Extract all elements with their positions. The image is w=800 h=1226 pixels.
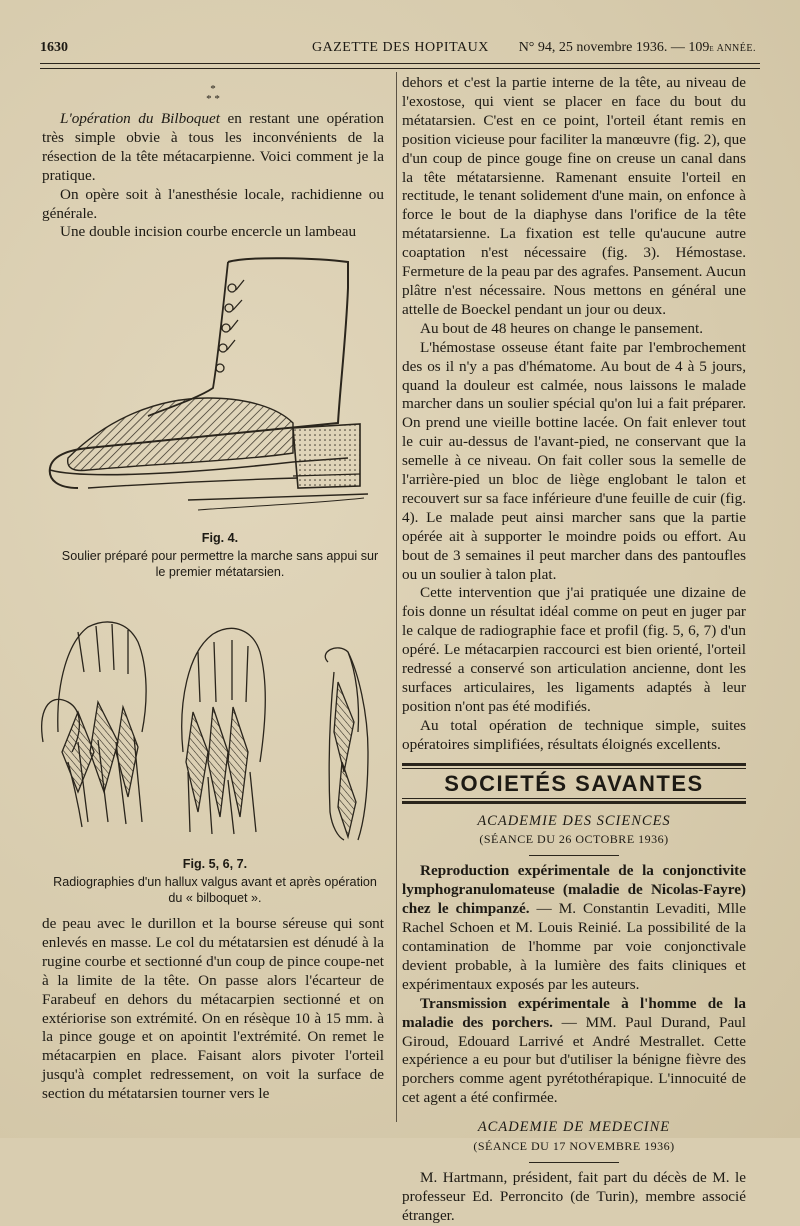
short-rule	[529, 1162, 619, 1163]
paragraph: L'hémostase osseuse étant faite par l'embrochement des os il n'y a pas d'hématome. Au bout de 4 à 5 jours, quand la douleur est calmée, nous laissons le malade marcher dans un soulier spécial qu'on lui a fait préparer. On prend une vieille bottine lacée. On fait enlever tout le cuir au-dessus de l'avant-pied, ne conservant que la semelle à ce niveau. On fait coller sous la semelle de l'arrière-pied un bloc de liège englobant le talon et recouvert sur sa face inférieure d'une feuille de cuir (fig. 4). Le malade peut ainsi marcher sans que la partie opérée ait à supporter le moindre poids ou effort. Au bout de 3 semaines il peut marcher dans des pantoufles ou un soulier à talon plat.	[402, 338, 746, 583]
left-column	[42, 84, 384, 242]
issue-info	[519, 40, 756, 56]
article-1-title: Reproduction expérimentale de la conjonctivite lymphogranulomateuse (maladie de Nicolas-Fayre) chez le chimpanzé.	[402, 862, 746, 918]
societes-section	[402, 763, 746, 1226]
article-2	[402, 995, 746, 1108]
header-rule-double	[40, 68, 760, 69]
seance-date-2: (SÉANCE DU 17 NOVEMBRE 1936)	[473, 1139, 675, 1154]
column-divider	[396, 72, 397, 1122]
issue-year-suffix: e ANNÉE.	[709, 43, 756, 54]
paragraph: Une double incision courbe encercle un lambeau	[60, 223, 357, 241]
short-rule	[529, 855, 619, 856]
section-rule-bottom	[402, 801, 746, 804]
article-1-authors: — M. Constantin Levaditi, Mlle Rachel Schoen et M. Louis Reinié.	[402, 900, 746, 937]
section-rule-top-thin	[402, 768, 746, 769]
italic-lead: L'opération du Bilboquet	[60, 110, 220, 127]
figure-5-6-7-text: Radiographies d'un hallux valgus avant et après opération du « bilboquet ».	[53, 875, 377, 905]
article-2-text: Cette expérience a eu pour but d'utiliser la bénigne fièvre des porchers comme agent pyrétothérapique. L'innocuité de cet agent a été confirmée.	[402, 1032, 746, 1107]
journal-title: GAZETTE DES HOPITAUX	[312, 40, 489, 55]
paragraph	[42, 110, 384, 186]
academy-sciences-heading: ACADEMIE DES SCIENCES	[477, 812, 671, 829]
figure-4-text: Soulier préparé pour permettre la marche sans appui sur le premier métatarsien.	[61, 549, 379, 579]
section-rule-bottom-thin	[402, 798, 746, 799]
figure-5-6-7-radiographs	[38, 612, 388, 844]
paragraph: Cette intervention que j'ai pratiquée une dizaine de fois donne un résultat idéal comme on peut en juger par le calque de radiographie face et profil (fig. 5, 6, 7) d'un opéré. Le métacarpien raccourci est bien orienté, l'orteil redressé a conservé son articulation ancienne, dont les surfaces articulaires, les ligaments adaptés à leur position n'ont pas été modifiés.	[402, 584, 746, 715]
article-1	[402, 862, 746, 994]
page-number: 1630	[40, 40, 68, 55]
paragraph: Au total opération de technique simple, suites opératoires simplifiées, résultats éloignés excellents.	[402, 716, 746, 753]
left-column-bottom	[42, 915, 384, 1104]
academy-medecine-heading: ACADEMIE DE MEDECINE	[477, 1119, 671, 1136]
figure-4-label: Fig. 4.	[201, 531, 239, 545]
header-rule	[40, 63, 760, 64]
page-header	[40, 40, 756, 62]
section-rule-top	[402, 763, 746, 766]
seance-date-1: (SÉANCE DU 26 OCTOBRE 1936)	[479, 832, 669, 847]
article-1-text: La possibilité de la contamination de l'homme par voie conjonctivale devient probable, à la lumière des faits cliniques et expérimentaux exposés par les auteurs.	[402, 919, 746, 993]
figure-4-shoe-drawing	[48, 248, 378, 518]
paragraph: dehors et c'est la partie interne de la tête, au niveau de l'exostose, qui vient se placer en face du bout du métatarsien. C'est en ce point, l'orteil étant remis en position vicieuse pour faciliter la manœuvre (fig. 2), que d'un coup de pince gouge fine on creuse un canal dans la tête métatarsienne. Ramenant ensuite l'orteil en rectitude, le tenant solidement d'une main, on enfonce à force le bout de la diaphyse dans l'orifice de la tête métatarsienne. La fixation est telle qu'aucune autre coaptation n'est nécessaire (fig. 3). Hémostase. Fermeture de la peau par des agrafes. Pansement. Aucun plâtre n'est nécessaire. Nous mettons en général une attelle de Boeckel pendant un jour ou deux.	[402, 74, 746, 318]
article-2-title: Transmission expérimentale à l'homme de la maladie des porchers.	[402, 994, 746, 1031]
figure-5-6-7-caption	[50, 856, 380, 906]
article-2-authors: — MM. Paul Durand, Paul Giroud, Edouard Larrivé et André Mestrallet.	[402, 1013, 746, 1050]
section-stars: * * *	[206, 83, 220, 105]
figure-4-caption	[60, 530, 380, 580]
paragraph: On opère soit à l'anesthésie locale, rachidienne ou générale.	[42, 185, 384, 222]
figure-5-6-7-label: Fig. 5, 6, 7.	[182, 857, 248, 871]
section-title: SOCIETÉS SAVANTES	[444, 770, 704, 796]
right-column	[402, 74, 746, 1226]
issue-date: N° 94, 25 novembre 1936. — 109	[518, 40, 710, 55]
article-3: M. Hartmann, président, fait part du décès de M. le professeur Ed. Perroncito (de Turin), membre associé étranger.	[402, 1168, 746, 1224]
paragraph-text: en restant une opération très simple obvie à tous les inconvénients de la résection de la tête métacarpienne. Voici comment je la pratique.	[42, 110, 384, 184]
paragraph: Au bout de 48 heures on change le pansement.	[420, 319, 703, 337]
paragraph: de peau avec le durillon et la bourse séreuse qui sont enlevés en masse. Le col du métatarsien est dénudé à la rugine courbe et sectionné d'un coup de pince coupe-net à la limite de la tête. On passe alors l'écarteur de Farabeuf en dehors du métacarpien sectionné et on extériorise son extrémité. On en résèque 10 à 15 mm. à la pince gouge et on apointit l'extrémité. On remet le métacarpien en place. Faisant alors pivoter l'orteil jusqu'à complet redressement, on voit la surface de section du métatarsien tourner vers le	[42, 915, 384, 1103]
